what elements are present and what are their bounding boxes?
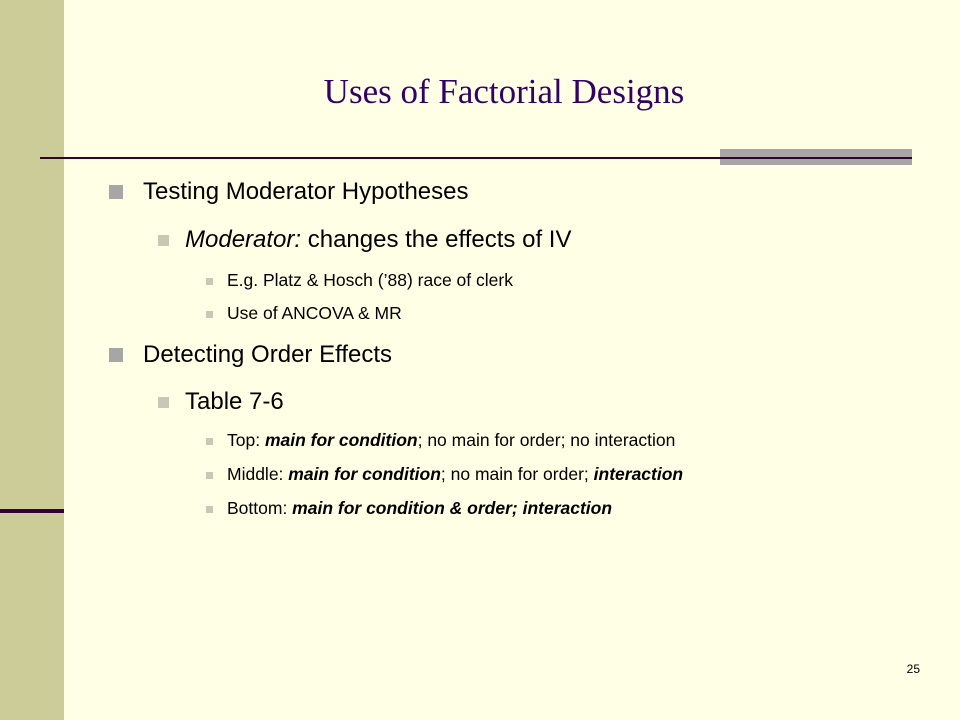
bullet-square-icon (109, 348, 123, 362)
bullet-square-icon (206, 472, 213, 479)
bullet-square-icon (206, 311, 213, 318)
bullet-square-icon (206, 506, 213, 513)
bullet-text: Use of ANCOVA & MR (227, 303, 402, 323)
page-number: 25 (906, 662, 920, 676)
bullet-text: ; no main for order; no interaction (417, 430, 676, 450)
bullet-emphasis: interaction (593, 464, 684, 484)
bullet-detecting-order (143, 340, 392, 370)
bullet-term: Moderator: (185, 226, 302, 253)
bullet-square-icon (158, 235, 169, 246)
bullet-ancova-mr (227, 302, 402, 324)
bullet-text: Testing Moderator Hypotheses (143, 178, 469, 205)
bullet-square-icon (206, 438, 213, 445)
bullet-square-icon (206, 278, 213, 285)
bullet-top-row (227, 429, 675, 451)
bullet-emphasis: main for condition (288, 464, 441, 484)
bullet-bottom-row (227, 497, 612, 519)
bullet-moderator-definition (185, 225, 571, 255)
bullet-text: Bottom: (227, 498, 293, 518)
bullet-emphasis: main for condition & order; interaction (292, 498, 613, 518)
slide-title: Uses of Factorial Designs (323, 72, 685, 111)
bullet-square-icon (109, 185, 123, 199)
bullet-emphasis: main for condition (264, 430, 418, 450)
bullet-square-icon (158, 397, 169, 408)
bullet-text: Top: (227, 430, 265, 450)
bullet-text: Detecting Order Effects (143, 341, 392, 368)
bullet-text: changes the effects of IV (301, 226, 572, 253)
bullet-testing-moderator (143, 177, 469, 207)
bullet-text: Middle: (227, 464, 289, 484)
bullet-text: ; no main for order; (440, 464, 594, 484)
bullet-text: E.g. Platz & Hosch (’88) race of clerk (227, 270, 513, 290)
bullet-text: Table 7-6 (185, 388, 284, 415)
bullet-platz-hosch (227, 269, 513, 291)
bullet-middle-row (227, 463, 683, 485)
bullet-table-7-6 (185, 387, 284, 417)
